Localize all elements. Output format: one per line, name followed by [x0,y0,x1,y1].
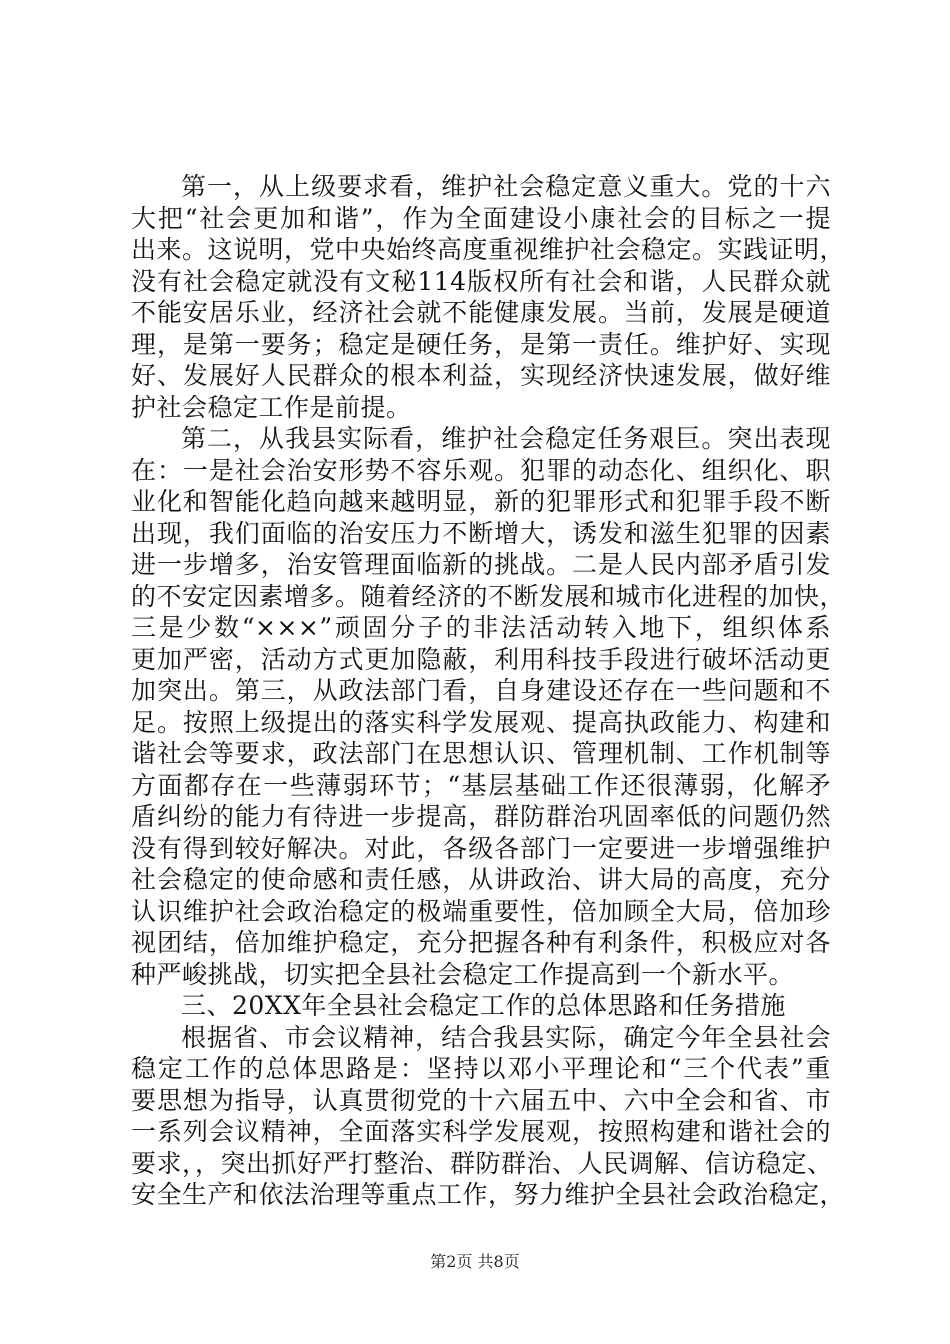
paragraph-3-line-3: 要思想为指导，认真贯彻党的十六届五中、六中全会和省、市 [131,1085,831,1115]
paragraph-2-line-7: 三是少数“×××”顽固分子的非法活动转入地下，组织体系 [131,613,831,642]
paragraph-2-line-10: 足。按照上级提出的落实科学发展观、提高执政能力、构建和 [131,707,831,737]
paragraph-2-line-11: 谐社会等要求，政法部门在思想认识、管理机制、工作机制等 [131,739,831,768]
document-body [131,171,846,1211]
paragraph-2-line-3: 业化和智能化趋向越来越明显，新的犯罪形式和犯罪手段不断 [131,487,831,516]
paragraph-2-line-4: 出现，我们面临的治安压力不断增大，诱发和滋生犯罪的因素 [131,518,831,548]
paragraph-1-line-1: 第一，从上级要求看，维护社会稳定意义重大。党的十六 [181,172,831,201]
paragraph-3-line-5: 要求，，突出抓好严打整治、群防群治、人民调解、信访稳定、 [131,1148,833,1178]
paragraph-2-line-6: 的不安定因素增多。随着经济的不断发展和城市化进程的加快， [131,581,846,611]
paragraph-2-line-12: 方面都存在一些薄弱环节；“基层基础工作还很薄弱，化解矛 [131,770,831,800]
paragraph-3-line-4: 一系列会议精神，全面落实科学发展观，按照构建和谐社会的 [131,1117,831,1146]
paragraph-2-line-18: 种严峻挑战，切实把全县社会稳定工作提高到一个新水平。 [131,959,795,989]
paragraph-2-line-9: 加突出。第三，从政法部门看，自身建设还存在一些问题和不 [131,676,831,705]
section-heading: 三、20XX年全县社会稳定工作的总体思路和任务措施 [181,991,786,1020]
paragraph-1-line-2: 大把“社会更加和谐”，作为全面建设小康社会的目标之一提 [131,203,831,233]
paragraph-2-line-2: 在：一是社会治安形势不容乐观。犯罪的动态化、组织化、职 [131,455,831,485]
paragraph-1-line-5: 不能安居乐业，经济社会就不能健康发展。当前，发展是硬道 [131,298,831,327]
paragraph-2-line-15: 社会稳定的使命感和责任感，从讲政治、讲大局的高度，充分 [131,865,831,894]
paragraph-1-line-6: 理，是第一要务；稳定是硬任务，是第一责任。维护好、实现 [131,329,831,359]
paragraph-2-line-14: 没有得到较好解决。对此，各级各部门一定要进一步增强维护 [131,833,831,863]
page-footer [0,1252,950,1272]
paragraph-1-line-8: 护社会稳定工作是前提。 [131,392,412,422]
paragraph-1-line-4: 没有社会稳定就没有文秘114版权所有社会和谐，人民群众就 [131,266,831,296]
paragraph-2-line-17: 视团结，倍加维护稳定，充分把握各种有利条件，积极应对各 [131,928,831,957]
paragraph-3-line-2: 稳定工作的总体思路是：坚持以邓小平理论和“三个代表”重 [131,1054,831,1083]
paragraph-2-line-1: 第二，从我县实际看，维护社会稳定任务艰巨。突出表现 [181,424,831,453]
paragraph-2-line-13: 盾纠纷的能力有待进一步提高，群防群治巩固率低的问题仍然 [131,802,831,831]
paragraph-2-line-5: 进一步增多，治安管理面临新的挑战。二是人民内部矛盾引发 [131,550,831,579]
paragraph-3-line-1: 根据省、市会议精神，结合我县实际，确定今年全县社会 [181,1022,831,1052]
paragraph-2-line-8: 更加严密，活动方式更加隐蔽，利用科技手段进行破坏活动更 [131,644,831,674]
paragraph-1-line-3: 出来。这说明，党中央始终高度重视维护社会稳定。实践证明， [131,235,846,264]
page-number: 第2页 共8页 [430,1252,520,1271]
paragraph-1-line-7: 好、发展好人民群众的根本利益，实现经济快速发展，做好维 [131,361,831,390]
paragraph-3-line-6: 安全生产和依法治理等重点工作，努力维护全县社会政治稳定， [131,1180,846,1209]
paragraph-2-line-16: 认识维护社会政治稳定的极端重要性，倍加顾全大局，倍加珍 [131,896,831,926]
